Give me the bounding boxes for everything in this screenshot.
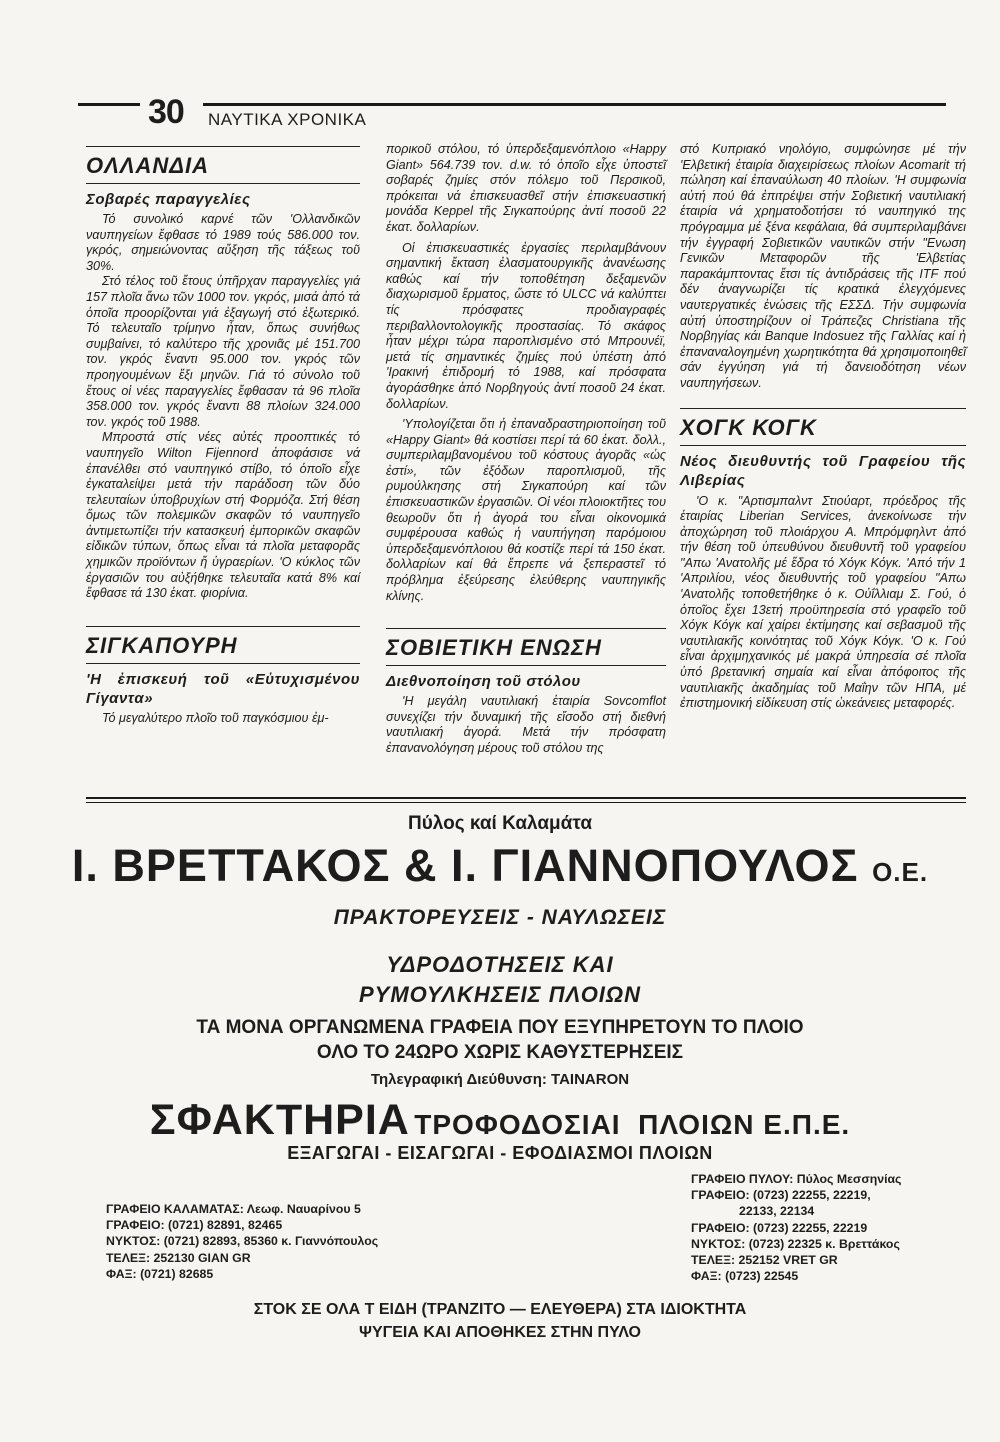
subheading: 'Η ἐπισκευή τοῦ «Εὐτυχισμένου Γίγαντα»: [86, 670, 360, 707]
column-2: [386, 142, 666, 757]
address-line: ΦΑΞ: (0723) 22545: [691, 1269, 799, 1284]
column-3: [680, 142, 966, 712]
ad-company-suffix: Ο.Ε.: [872, 857, 929, 887]
address-line: ΤΕΛΕΞ: 252152 VRET GR: [691, 1253, 838, 1268]
address-line: ΓΡΑΦΕΙΟ: (0723) 22255, 22219: [691, 1220, 868, 1235]
address-line: ΓΡΑΦΕΙΟ: (0723) 22255, 22219,: [691, 1188, 871, 1203]
publication-title: ΝΑΥΤΙΚΑ ΧΡΟΝΙΚΑ: [208, 110, 367, 129]
section-rule: [86, 663, 360, 664]
ad-services-agency: ΠΡΑΚΤΟΡΕΥΣΕΙΣ - ΝΑΥΛΩΣΕΙΣ: [333, 906, 667, 929]
section-title-soviet-union: ΣΟΒΙΕΤΙΚΗ ΕΝΩΣΗ: [386, 635, 602, 661]
address-line: ΓΡΑΦΕΙΟ ΠΥΛΟΥ: Πύλος Μεσσηνίας: [691, 1172, 902, 1186]
paragraph: Οἱ ἐπισκευαστικές ἐργασίες περιλαμβάνουν σημαντική ἔκταση ἐλασματουργικῆς ἀνανέωσης καθώς καί τήν τοποθέτηση δεξαμενῶν διαχωρισμοῦ ἕρματος, ὥστε τό ULCC νά καλύπτει τίς πρόσφατες προδιαγραφές περιβαλλοντολογικῆς προστασίας. Τό σκάφος ἦταν μέχρι τώρα παροπλισμένο στό Μπρουνέϊ, μετά τίς σημαντικές ζημίες πού ὑπέστη ἀπό 'Ιρακινή ἐπιδρομή τό 1988, καί πρόσφατα ἀγοράσθηκε ἀπό Νορβηγούς ἀντί ποσοῦ 24 ἑκατ. δολλαρίων.: [386, 240, 666, 411]
advert-rule-top: [86, 797, 966, 799]
paragraph: 'Υπολογίζεται ὅτι ἡ ἐπαναδραστηριοποίηση τοῦ «Happy Giant» θά κοστίσει περί τά 60 ἑκατ. δολλ., συμπεριλαμβανομένου τοῦ κόστους ἀγορᾶς «ὡς ἐστί», τῶν ἐξόδων παροπλισμοῦ, τῆς ρυμούλκησης στή Σιγκαπούρη καί τῶν ἐπισκευαστικῶν ἐργασιῶν. Οἱ νέοι πλοιοκτῆτες του θεωροῦν ὅτι ἡ ἀγορά του εἶναι οἰκονομικά συμφέρουσα καθώς ἡ ναυπήγηση παρόμοιου ὑπερδεξαμενόπλοιου θά κοστίζε περί τά 150 ἑκατ. δολλαρίων καί θά ἔπρεπε νά ξεπεραστεῖ τό πρόβλημα ἐξεύρεσης ἐλεύθερης ναυπηγικῆς κλίνης.: [386, 417, 666, 603]
ad-company2: [0, 1096, 1000, 1145]
section-rule: [386, 665, 666, 666]
ad-company2-big: ΣΦΑΚΤΗΡΙΑ: [149, 1096, 410, 1144]
ad-company2-services: ΕΞΑΓΩΓΑΙ - ΕΙΣΑΓΩΓΑΙ - ΕΦΟΔΙΑΣΜΟΙ ΠΛΟΙΩΝ: [287, 1143, 713, 1163]
ad-services-water: ΥΔΡΟΔΟΤΗΣΕΙΣ ΚΑΙ: [386, 952, 614, 977]
section-rule: [680, 408, 966, 409]
subheading: Διεθνοποίηση τοῦ στόλου: [386, 673, 581, 691]
section-rule: [680, 445, 966, 446]
pylos-office: [691, 1171, 901, 1284]
kalamata-office: [106, 1201, 378, 1282]
address-line: ΝΥΚΤΟΣ: (0721) 82893, 85360 κ. Γιαννόπουλος: [106, 1234, 379, 1249]
ad-services-towing: ΡΥΜΟΥΛΚΗΣΕΙΣ ΠΛΟΙΩΝ: [359, 982, 641, 1007]
paragraph: πορικοῦ στόλου, τό ὑπερδεξαμενόπλοιο «Happy Giant» 564.739 τον. d.w. τό ὁποῖο εἶχε ὑποστεῖ σοβαρές ζημίες στόν πόλεμο τοῦ Περσικοῦ, πρόκειται νά ἐπισκευασθεῖ στήν ἐπισκευαστική μονάδα Keppel τῆς Σιγκαπούρης ἀντί ποσοῦ 22 ἑκατ. δολλαρίων.: [386, 142, 666, 234]
subheading: Σοβαρές παραγγελίες: [86, 191, 251, 208]
address-line: 22133, 22134: [739, 1204, 815, 1219]
paragraph: στό Κυπριακό νηολόγιο, συμφώνησε μέ τήν 'Ελβετική ἑταιρία διαχειρίσεως πλοίων Acomarit τή πώληση καί ἐπαναύλωση 40 πλοίων. 'Η συμφωνία αὐτή πού θά ἐπιτρέψει στήν Σοβιετική ναυτιλιακή ἑταιρία νά χρηματοδοτήσει τό ναυπηγικό της πρόγραμμα μέ ξένα κεφάλαια, θά συμπεριλαμβάνει τήν ἐγγραφή Σοβιετικῶν ναυτικῶν στήν "Ενωση Γενικῶν Μεταφορῶν τῆς 'Ελβετίας παρακάμπτοντας ἔτσι τίς ἀντιδράσεις τῆς ITF πού δέν ἀναγνωρίζει τίς κρατικά ἐλεγχόμενες ναυτεργατικές ἑνώσεις τῆς ΕΣΣΔ. Τήν συμφωνία αὐτή ὑποστηρίζουν οἱ Τράπεζες Christiana τῆς Νορβηγίας κάι Banque Indosuez τῆς Γαλλίας καί ἡ ἐπαναναλογημένη χωρητικότητα θά χρησιμοποιηθεῖ σάν ἐγγύηση γιά τή δανειοδότηση νέων ναυπηγήσεων.: [680, 142, 966, 390]
page-number: 30: [148, 93, 184, 131]
paragraph: Τό συνολικό καρνέ τῶν 'Ολλανδικῶν ναυπηγείων ἔφθασε τό 1989 τούς 586.000 τον. γκρός, σημειώνοντας αὔξηση τῆς τάξεως τοῦ 30%.: [86, 212, 360, 273]
address-line: ΓΡΑΦΕΙΟ: (0721) 82891, 82465: [106, 1218, 283, 1233]
section-title-netherlands: ΟΛΛΑΝΔΙΑ: [86, 153, 210, 178]
ad-company-name: [0, 840, 1000, 892]
address-line: ΦΑΞ: (0721) 82685: [106, 1266, 214, 1281]
section-rule: [386, 628, 666, 629]
ad-slogan-1: ΤΑ ΜΟΝΑ ΟΡΓΑΝΩΜΕΝΑ ΓΡΑΦΕΙΑ ΠΟΥ ΕΞΥΠΗΡΕΤΟΥΝ ΤΟ ΠΛΟΙΟ: [196, 1017, 804, 1038]
address-line: ΓΡΑΦΕΙΟ ΚΑΛΑΜΑΤΑΣ: Λεωφ. Ναυαρίνου 5: [106, 1202, 361, 1216]
section-rule: [86, 146, 360, 147]
section-title-singapore: ΣΙΓΚΑΠΟΥΡΗ: [86, 632, 238, 658]
ad-slogan-2: ΟΛΟ ΤΟ 24ΩΡΟ ΧΩΡΙΣ ΚΑΘΥΣΤΕΡΗΣΕΙΣ: [316, 1042, 684, 1063]
ad-footer-2: ΨΥΓΕΙΑ ΚΑΙ ΑΠΟΘΗΚΕΣ ΣΤΗΝ ΠΥΛΟ: [359, 1324, 641, 1341]
paragraph: Τό μεγαλύτερο πλοῖο τοῦ παγκόσμιου ἐμ-: [102, 710, 329, 725]
paragraph: 'Ο κ. "Αρτισμπαλντ Στιούαρτ, πρόεδρος τῆς ἑταιρίας Liberian Services, ἀνεκοίνωσε τήν ἀποχώρηση τοῦ πλοιάρχου Α. Μπρόμφηλντ ἀπό τήν θέση τοῦ ὑπευθύνου διευθυντῆ τοῦ γραφείου "Απω 'Ανατολῆς μέ ἕδρα τό Χόγκ Κόγκ. 'Από τήν 1 'Απριλίου, νέος διευθυντής τοῦ γραφείου "Απω 'Ανατολῆς τοποθετήθηκε ὁ κ. Οὐΐλλιαμ Σ. Γού, ὁ ὁποῖος ἔχει 13ετή προϋπηρεσία στό γραφεῖο τοῦ Χόγκ Κόγκ καί χαίρει ἐκτίμησης καί σεβασμοῦ τῆς ναυτιλιακῆς κοινότητας τοῦ Χόγκ Κόγκ. 'Ο κ. Γού εἶναι ἀρχιμηχανικός μέ μακρά ὑπηρεσία σέ πλοῖα ὑπό βρετανική σημαία καί εἶναι ἀπόφοιτος τῆς ναυτιλιακῆς ἀκαδημίας τοῦ Μαΐην τῶν ΗΠΑ, μέ ἐπιστημονική εἰδίκευση στίς ὠκεάνειες μεταφορές.: [680, 493, 966, 711]
column-1: [86, 146, 360, 726]
ad-locale: Πύλος καί Καλαμάτα: [408, 813, 592, 834]
header-rule-left: [78, 103, 140, 106]
paragraph: Μπροστά στίς νέες αὐτές προοπτικές τό ναυπηγεῖο Wilton Fijennord ἀποφάσισε νά ἐπανέλθει στό ναυπηγικό στίβο, τό ὁποῖο εἶχε ἐγκαταλείψει μετά τήν παράδοση τῶν δύο τελευταίων ὑποβρυχίων στή Φορμόζα. Στή θέση ὅμως τῶν πολεμικῶν σκαφῶν τό ναυπηγεῖο ἀντιμετωπίζει τήν κατασκευή ἐμπορικῶν σκαφῶν εἰδικῶν τύπων, ὅπως εἶναι τά πλοῖα μεταφορᾶς χημικῶν προϊόντων ἤ ὑγραερίων. 'Ο κύκλος τῶν ἐργασιῶν του αὐξήθηκε τελευταῖα κατά 8% καί ἔφθασε τά 130 ἑκατ. φιορίνια.: [86, 430, 360, 601]
paragraph: 'Η μεγάλη ναυτιλιακή ἑταιρία Sovcomflot συνεχίζει τήν δυναμική τῆς εἴσοδο στή διεθνή ναυτιλιακή ἀγορά. Μετά τήν πρόσφατη ἐπανανολόγηση μέρους τοῦ στόλου της: [386, 694, 666, 755]
address-line: ΝΥΚΤΟΣ: (0723) 22325 κ. Βρεττάκος: [691, 1236, 900, 1251]
paragraph: Στό τέλος τοῦ ἔτους ὑπῆρχαν παραγγελίες γιά 157 πλοῖα ἄνω τῶν 1000 τον. γκρός, μισά ἀπό τά ὁποῖα προορίζονται γιά ἐξαγωγή στό ἐξωτερικό. Τό τελευταῖο τρίμηνο ἦταν, ὅπως συνήθως συμβαίνει, τό καλύτερο τῆς χρονιᾶς μέ 151.700 τον. γκρός ἔναντι 95.000 τον. γκρός τῶν προηγουμένων ἔξι μηνῶν. Γιά τό σύνολο τοῦ ἔτους οἱ νέες παραγγελίες ἔφθασαν τά 96 πλοῖα 358.000 τον. γκρός ἔναντι 88 πλοίων 324.000 τον. γκρός τοῦ 1988.: [86, 274, 360, 429]
section-title-hong-kong: ΧΟΓΚ ΚΟΓΚ: [680, 414, 817, 440]
ad-company-main: Ι. ΒΡΕΤΤΑΚΟΣ & Ι. ΓΙΑΝΝΟΠΟΥΛΟΣ: [71, 840, 859, 891]
advert-rule-bottom: [86, 802, 966, 803]
section-rule: [86, 626, 360, 627]
ad-company2-rest: ΤΡΟΦΟΔΟΣΙΑΙ ΠΛΟΙΩΝ Ε.Π.Ε.: [414, 1109, 851, 1140]
subheading: Νέος διευθυντής τοῦ Γραφείου τῆς Λιβερίας: [680, 452, 966, 489]
section-rule: [86, 183, 360, 184]
ad-telegraph: Τηλεγραφική Διεύθυνση: TAINARON: [370, 1071, 630, 1088]
header-rule-right: [203, 103, 946, 106]
address-line: ΤΕΛΕΞ: 252130 GIAN GR: [106, 1250, 251, 1265]
ad-footer-1: ΣΤΟΚ ΣΕ ΟΛΑ Τ ΕΙΔΗ (ΤΡΑΝΖΙΤΟ — ΕΛΕΥΘΕΡΑ) ΣΤΑ ΙΔΙΟΚΤΗΤΑ: [253, 1301, 747, 1318]
